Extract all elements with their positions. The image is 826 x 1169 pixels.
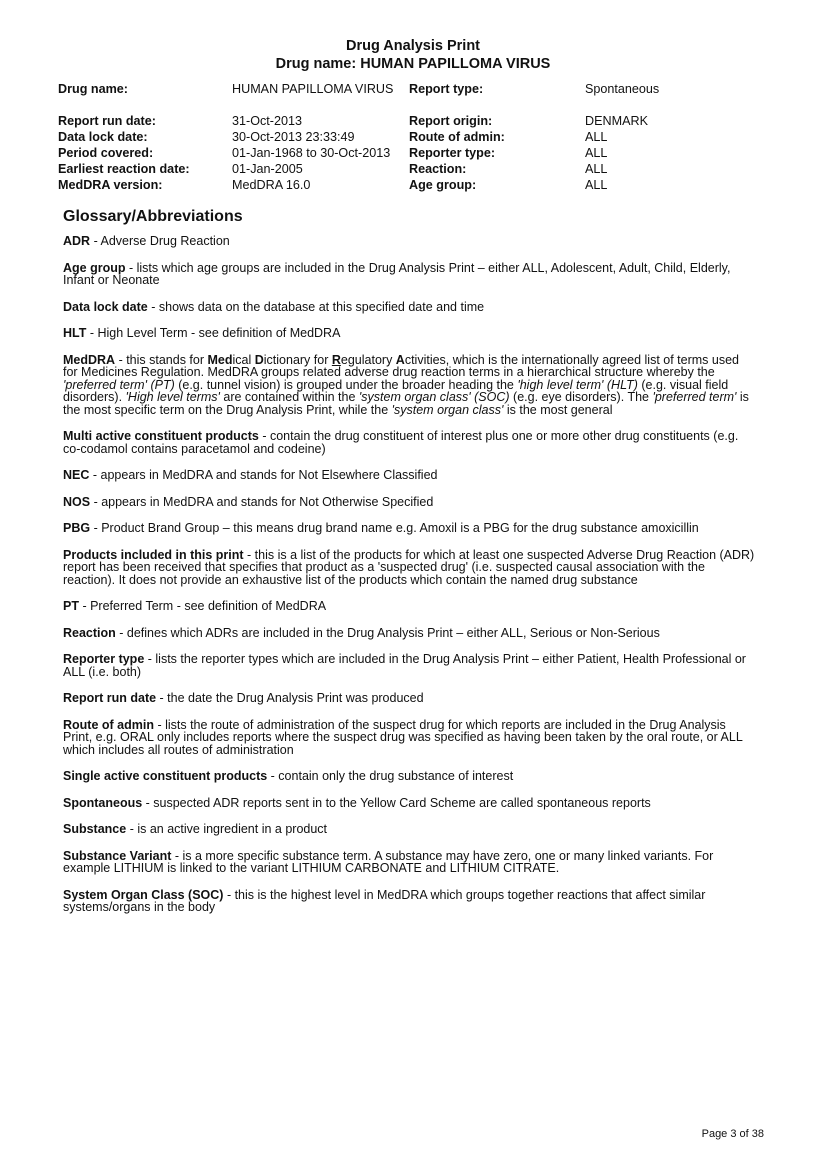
glossary-definition: - contain the drug constituent of interest plus one or more other drug constituents (e.g. co-codamol contains paracetamol and codeine) [63,429,739,456]
age-group-label: Age group: [409,178,477,192]
acronym-letters: Med [207,352,233,367]
glossary-definition: (e.g. tunnel vision) is grouped under the broader heading the [174,377,518,392]
glossary-definition: - Product Brand Group – this means drug brand name e.g. Amoxil is a PBG for the drug substance amoxicillin [90,521,699,535]
glossary-definition: - is an active ingredient in a product [126,822,328,836]
period-covered-value: 01-Jan-1968 to 30-Oct-2013 [232,146,391,160]
glossary-entry-reporter-type [63,653,755,678]
glossary-term: Reporter type [63,652,145,666]
glossary-definition: ical [232,352,255,367]
reporter-type-value: ALL [585,146,608,160]
reaction-value: ALL [585,162,608,176]
glossary-entry-nos [63,496,755,509]
glossary-definition: 'high level term' (HLT) [517,377,638,392]
glossary-definition: - Preferred Term - see definition of MedDRA [78,599,327,613]
glossary-entry-meddra [63,354,755,417]
glossary-definition: - shows data on the database at this specified date and time [147,299,485,314]
earliest-reaction-date-value: 01-Jan-2005 [232,162,303,176]
glossary-entry-report-run-date [63,692,755,705]
report-run-date-value: 31-Oct-2013 [232,114,303,128]
page-number: Page 3 of 38 [701,1128,764,1140]
glossary-term: Age group [63,260,126,275]
glossary-term: NEC [63,468,90,482]
glossary-entry-spontaneous [63,797,755,810]
report-origin-label: Report origin: [409,114,493,128]
report-type-value: Spontaneous [585,82,660,96]
glossary-entry-reaction [63,627,755,640]
glossary-entry-pt [63,600,755,613]
reporter-type-label: Reporter type: [409,146,496,160]
drug-name-value: HUMAN PAPILLOMA VIRUS [232,82,394,96]
meddra-version-value: MedDRA 16.0 [232,178,311,192]
route-of-admin-label: Route of admin: [409,130,505,144]
glossary-entry-soc [63,889,755,914]
glossary-entry-adr [63,235,755,248]
glossary-definition: (e.g. eye disorders). The [509,390,653,404]
glossary-definition: - lists the route of administration of the suspect drug for which reports are included in the Drug Analysis Print, e.g. ORAL only includes reports where the suspect drug was specified as having been taken by the oral route, or ALL which includes all routes of administration [63,717,743,757]
glossary-term: Multi active constituent products [63,429,259,443]
earliest-reaction-date-label: Earliest reaction date: [58,162,190,176]
acronym-letters: D [254,352,264,367]
glossary-term: Single active constituent products [63,769,268,783]
glossary-term: MedDRA [63,352,116,367]
glossary-entry-substance-variant [63,850,755,875]
glossary-term: HLT [63,326,87,340]
glossary-term: Spontaneous [63,795,143,810]
glossary-term: Route of admin [63,717,154,732]
drug-name-heading: Drug name: HUMAN PAPILLOMA VIRUS [275,56,551,72]
glossary-definition: - contain only the drug substance of interest [267,769,514,783]
glossary-term: Products included in this print [63,547,244,562]
acronym-letters: A [395,352,405,367]
glossary-definition: - defines which ADRs are included in the Drug Analysis Print – either ALL, Serious or Non-Serious [115,625,660,640]
meddra-version-label: MedDRA version: [58,178,163,192]
glossary-definition: - the date the Drug Analysis Print was produced [156,691,424,705]
glossary-term: PBG [63,521,91,535]
glossary-definition: egulatory [340,352,396,367]
glossary-definition: is the most specific term on the Drug Analysis Print, while the [63,390,749,417]
glossary-entry-substance [63,823,755,836]
info-row [58,81,778,113]
page-header [0,38,826,74]
glossary-definition: ictionary for [263,352,332,367]
glossary-definition: - suspected ADR reports sent in to the Yellow Card Scheme are called spontaneous reports [142,795,651,810]
glossary-definition: - lists the reporter types which are included in the Drug Analysis Print – either Patient, Health Professional or ALL (i.e. both) [63,652,746,679]
glossary-definition: 'preferred term' [652,390,737,404]
glossary-section [63,208,755,928]
glossary-definition: - High Level Term - see definition of MedDRA [86,326,341,340]
glossary-term: System Organ Class (SOC) [63,887,224,902]
route-of-admin-value: ALL [585,130,608,144]
glossary-entry-single-active [63,770,755,783]
glossary-entry-route-of-admin [63,719,755,757]
glossary-term: Substance [63,822,127,836]
glossary-term: Data lock date [63,299,148,314]
glossary-definition: ctivities, which is the internationally agreed list of terms used for Medicines Regulation. MedDRA groups related adverse drug reaction terms in a hierarchical structure whereby the [63,352,740,379]
info-row [58,145,778,161]
glossary-entry-pbg [63,522,755,535]
glossary-definition: (e.g. visual field disorders). [63,377,729,404]
glossary-definition: - appears in MedDRA and stands for Not Otherwise Specified [90,494,434,509]
glossary-term: PT [63,599,79,613]
glossary-term: NOS [63,494,91,509]
drug-name-label: Drug name: [58,82,128,96]
glossary-definition: 'High level terms' [125,390,220,404]
glossary-heading: Glossary/Abbreviations [63,208,243,225]
period-covered-label: Period covered: [58,146,154,160]
glossary-entry-multi-active [63,430,755,455]
glossary-term: ADR [63,234,91,248]
info-row [58,161,778,177]
glossary-entry-products-included [63,549,755,587]
glossary-definition: - lists which age groups are included in the Drug Analysis Print – either ALL, Adolescent, Adult, Child, Elderly, Infant or Neonate [63,260,731,287]
age-group-value: ALL [585,178,608,192]
glossary-entry-hlt [63,327,755,340]
glossary-term: Reaction [63,625,116,640]
glossary-definition: - this is a list of the products for which at least one suspected Adverse Drug Reaction (ADR) report has been received that specifies that product as a 'suspected drug' (i.e. suspected causal association with the reaction). It does not provide an exhaustive list of the products which contain the named drug substance [63,547,755,587]
glossary-definition: - is a more specific substance term. A substance may have zero, one or many linked variants. For example LITHIUM is linked to the variant LITHIUM CARBONATE and LITHIUM CITRATE. [63,848,714,875]
glossary-definition: - this is the highest level in MedDRA which groups together reactions that affect similar systems/organs in the body [63,887,706,914]
glossary-definition: is the most general [503,402,613,417]
glossary-definition: - appears in MedDRA and stands for Not Elsewhere Classified [89,468,438,482]
glossary-definition: 'system organ class' [391,402,504,417]
glossary-definition: - this stands for [115,352,208,367]
glossary-term: Report run date [63,691,157,705]
report-origin-value: DENMARK [585,114,648,128]
acronym-letters: R [331,352,341,367]
info-row [58,177,778,193]
report-info-table [58,81,778,193]
info-row [58,113,778,129]
data-lock-date-value: 30-Oct-2013 23:33:49 [232,130,355,144]
glossary-definition: 'system organ class' (SOC) [358,390,510,404]
glossary-entry-nec [63,469,755,482]
reaction-label: Reaction: [409,162,467,176]
glossary-definition: 'preferred term' (PT) [63,377,175,392]
glossary-term: Substance Variant [63,848,172,863]
glossary-entry-data-lock-date [63,301,755,314]
data-lock-date-label: Data lock date: [58,130,148,144]
page-title: Drug Analysis Print [345,38,481,54]
info-row [58,129,778,145]
glossary-definition: are contained within the [219,390,359,404]
glossary-entry-age-group [63,262,755,287]
report-type-label: Report type: [409,82,484,96]
report-run-date-label: Report run date: [58,114,156,128]
glossary-definition: - Adverse Drug Reaction [90,234,230,248]
